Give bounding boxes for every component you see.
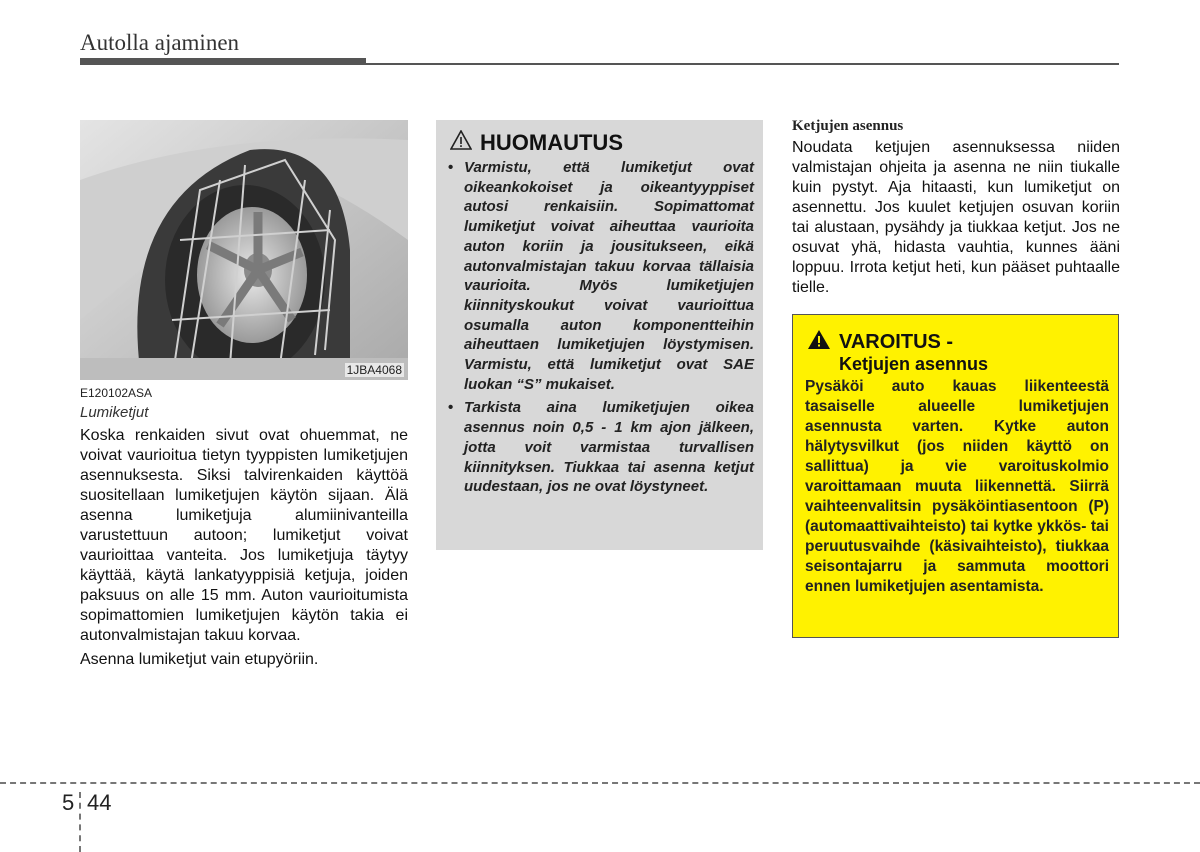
footer-dashed-rule [0, 782, 1200, 784]
chain-installation-body: Noudata ketjujen asennuksessa niiden valmistajan ohjeita ja asenna ne niin tiukalle kuin pystyt. Aja hitaasti, kun lumiketjut on asennettu. Jos kuulet ketjujen osuvan koriin tai alustaan, pysähdy ja tiukkaa ketjut. Jos ne osuvat yhä, hidasta vauhtia, kunnes ääni loppuu. Irrota ketjut heti, kun pääset puhtaalle tielle. [792, 139, 1120, 296]
warning-text: Pysäköi auto kauas liikenteestä tasaiselle alueelle lumiketjujen asennusta varten. Kytke auton hälytysvilkut (jos niiden käyttö on sallittua) ja vie varoituskolmio varoittamaan muuta liikennettä. Siirrä vaihteenvalitsin pysäköintiasentoon (P) (automaattivaihteisto) tai kytke ykkös- tai peruutusvaihde (käsivaihteisto), tiukkaa seisontajarru ja sammuta moottori ennen lumiketjujen asentamista. [805, 378, 1109, 595]
warning-triangle-icon [807, 329, 831, 355]
footer-divider [79, 792, 81, 852]
page-number: 44 [87, 790, 112, 815]
notice-list [448, 158, 754, 501]
list-item: • Tarkista aina lumiketjujen oikea asennus noin 0,5 - 1 km ajon jälkeen, jotta voit varmistaa turvallisen kiinnityksen. Tiukkaa tai asenna ketjut uudestaan, jos ne ovat löystyneet. [448, 398, 754, 497]
caution-triangle-icon [450, 130, 472, 156]
chapter-number: 5 [62, 790, 75, 815]
warning-box [792, 314, 1119, 638]
snow-chain-photo [80, 120, 408, 380]
reference-code: E120102ASA [80, 386, 153, 400]
section-heading-snow-chains: Lumiketjut [80, 404, 149, 421]
warning-header [807, 329, 953, 355]
section-heading-chain-installation: Ketjujen asennus [792, 118, 904, 134]
wheel-with-chain-illustration [80, 120, 408, 380]
notice-title: HUOMAUTUS [480, 130, 623, 155]
paragraph: Asenna lumiketjut vain etupyöriin. [80, 651, 319, 668]
header-rule-thick [80, 58, 366, 65]
warning-title: VAROITUS - [839, 330, 954, 353]
warning-subtitle: Ketjujen asennus [839, 354, 989, 374]
list-item: • Varmistu, että lumiketjut ovat oikeankokoiset ja oikeantyyppiset autosi renkaisiin. Sopimattomat lumiketjut voivat aiheuttaa vaurioita auton koriin ja jousitukseen, eikä autonvalmistajan takuu korvaa tällaisia vaurioita. Myös lumiketjujen kiinnityskoukut voivat vaurioittua osumalla auton komponentteihin aiheuttaen lumiketjujen löystymisen. Varmistu, että lumiketjut ovat SAE luokan “S” mukaiset. [448, 158, 754, 394]
figure-code: 1JBA4068 [346, 363, 402, 377]
snow-chains-body [80, 426, 408, 674]
header-rule-thin [366, 63, 1119, 65]
paragraph: Koska renkaiden sivut ovat ohuemmat, ne voivat vaurioitua tietyn tyyppisten lumiketjujen asennuksesta. Siksi talvirenkaiden käyttöä suositellaan lumiketjujen käytön sijaan. Älä asenna lumiketjuja alumiinivanteilla varustettuun autoon; lumiketjut voivat vaurioittaa vanteita. Jos lumiketjuja täytyy käyttää, käytä lankatyyppisiä ketjuja, joiden paksuus on alle 15 mm. Auton vaurioitumista sopimattomien lumiketjujen käytön takia ei autonvalmistajan takuu korvaa. [80, 427, 408, 644]
notice-box [436, 120, 763, 550]
page-header-title: Autolla ajaminen [80, 30, 240, 55]
notice-header [450, 130, 623, 156]
